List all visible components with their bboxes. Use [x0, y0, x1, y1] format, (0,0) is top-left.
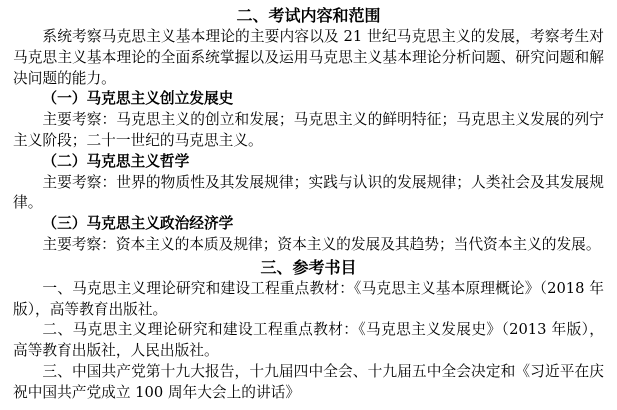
reference-item-1: 一、马克思主义理论研究和建设工程重点教材：《马克思主义基本原理概论》（2018 年版），高等教育出版社。 [13, 279, 604, 318]
subsection-body-marxist-political-economy: 主要考察：资本主义的本质及规律；资本主义的发展及其趋势；当代资本主义的发展。 [42, 235, 601, 253]
subsection-heading-marxist-philosophy: （二）马克思主义哲学 [42, 152, 190, 170]
subsection-body-marxist-philosophy: 主要考察：世界的物质性及其发展规律；实践与认识的发展规律；人类社会及其发展规律。 [13, 173, 604, 212]
exam-content-section-title: 二、考试内容和范围 [236, 6, 381, 25]
subsection-heading-marxism-founding-history: （一）马克思主义创立发展史 [42, 90, 234, 108]
subsection-heading-marxist-political-economy: （三）马克思主义政治经济学 [42, 215, 234, 233]
subsection-body-marxism-founding-history: 主要考察：马克思主义的创立和发展；马克思主义的鲜明特征；马克思主义发展的列宁主义阶段；二十一世纪的马克思主义。 [13, 111, 604, 149]
reference-books-section-title: 三、参考书目 [260, 257, 357, 277]
reference-item-2: 二、马克思主义理论研究和建设工程重点教材：《马克思主义发展史》（2013 年版），高等教育出版社，人民出版社。 [13, 321, 604, 360]
exam-intro-paragraph: 系统考察马克思主义基本理论的主要内容以及 21 世纪马克思主义的发展，考察考生对马克思主义基本理论的全面系统掌握以及运用马克思主义基本理论分析问题、研究问题和解决问题的能力。 [13, 28, 604, 87]
reference-item-3: 三、中国共产党第十九大报告，十九届四中全会、十九届五中全会决定和《习近平在庆祝中国共产党成立 100 周年大会上的讲话》 [13, 362, 604, 401]
